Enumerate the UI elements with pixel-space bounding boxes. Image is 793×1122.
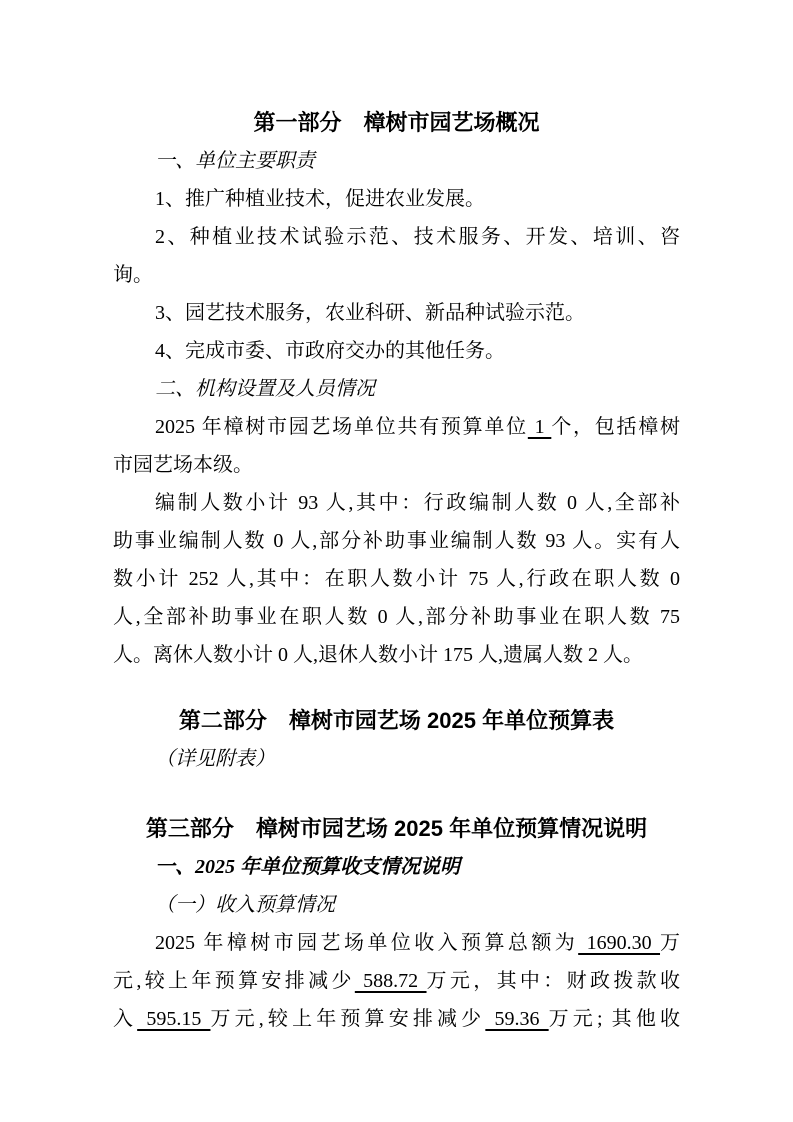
staff-para-line4: 人,全部补助事业在职人数 0 人,部分补助事业在职人数 75 [113, 606, 680, 628]
income-para-line1 [113, 924, 680, 962]
budget-overview-heading: 一、2025 年单位预算收支情况说明 [155, 856, 460, 878]
income-para-line2 [113, 962, 680, 1000]
underlined-total-income: 1690.30 [578, 932, 661, 954]
duty-item-2-line1: 2、种植业技术试验示范、技术服务、开发、培训、咨 [155, 226, 680, 248]
income-heading: （一）收入预算情况 [155, 894, 335, 916]
income-para-text: 万元; 其他收 [548, 1008, 680, 1030]
underlined-decrease-amount: 588.72 [354, 970, 427, 992]
income-para-text: 入 [113, 1008, 138, 1030]
part2-title: 第二部分 樟树市园艺场 2025 年单位预算表 [178, 708, 615, 733]
duty-item-2-line2: 询。 [113, 264, 153, 286]
income-para-text: 元,较上年预算安排减少 [113, 970, 355, 992]
org-para-line2: 市园艺场本级。 [113, 454, 253, 476]
staff-para-line3: 数小计 252 人,其中：在职人数小计 75 人,行政在职人数 0 [113, 568, 680, 590]
org-para-text: 个，包括樟树 [551, 416, 681, 438]
duty-item-4: 4、完成市委、市政府交办的其他任务。 [155, 340, 505, 362]
attachment-note: （详见附表） [155, 748, 275, 770]
staff-para-line2: 助事业编制人数 0 人,部分补助事业编制人数 93 人。实有人 [113, 530, 680, 552]
underlined-fiscal-decrease: 59.36 [485, 1008, 549, 1030]
staff-para-line5: 人。离休人数小计 0 人,退休人数小计 175 人,遗属人数 2 人。 [113, 644, 643, 666]
org-para-line1 [113, 408, 680, 446]
spacer [113, 778, 680, 810]
org-heading: 二、机构设置及人员情况 [155, 378, 375, 400]
income-para-line3 [113, 1000, 680, 1038]
underlined-fiscal-income: 595.15 [137, 1008, 211, 1030]
spacer [113, 674, 680, 702]
staff-para-line1: 编制人数小计 93 人,其中：行政编制人数 0 人,全部补 [155, 492, 680, 514]
duty-item-1: 1、推广种植业技术，促进农业发展。 [155, 188, 485, 210]
income-para-text: 万元，其中：财政拨款收 [426, 970, 681, 992]
part3-title: 第三部分 樟树市园艺场 2025 年单位预算情况说明 [145, 816, 648, 841]
duty-item-3: 3、园艺技术服务，农业科研、新品种试验示范。 [155, 302, 585, 324]
document-content [113, 104, 680, 1038]
duties-heading: 一、单位主要职责 [155, 150, 315, 172]
org-para-text: 2025 年樟树市园艺场单位共有预算单位 [155, 416, 528, 438]
underlined-budget-unit-count: 1 [527, 416, 552, 438]
income-para-text: 万 [660, 932, 681, 954]
income-para-text: 2025 年樟树市园艺场单位收入预算总额为 [155, 932, 579, 954]
part1-title: 第一部分 樟树市园艺场概况 [253, 110, 540, 135]
income-para-text: 万元,较上年预算安排减少 [210, 1008, 486, 1030]
